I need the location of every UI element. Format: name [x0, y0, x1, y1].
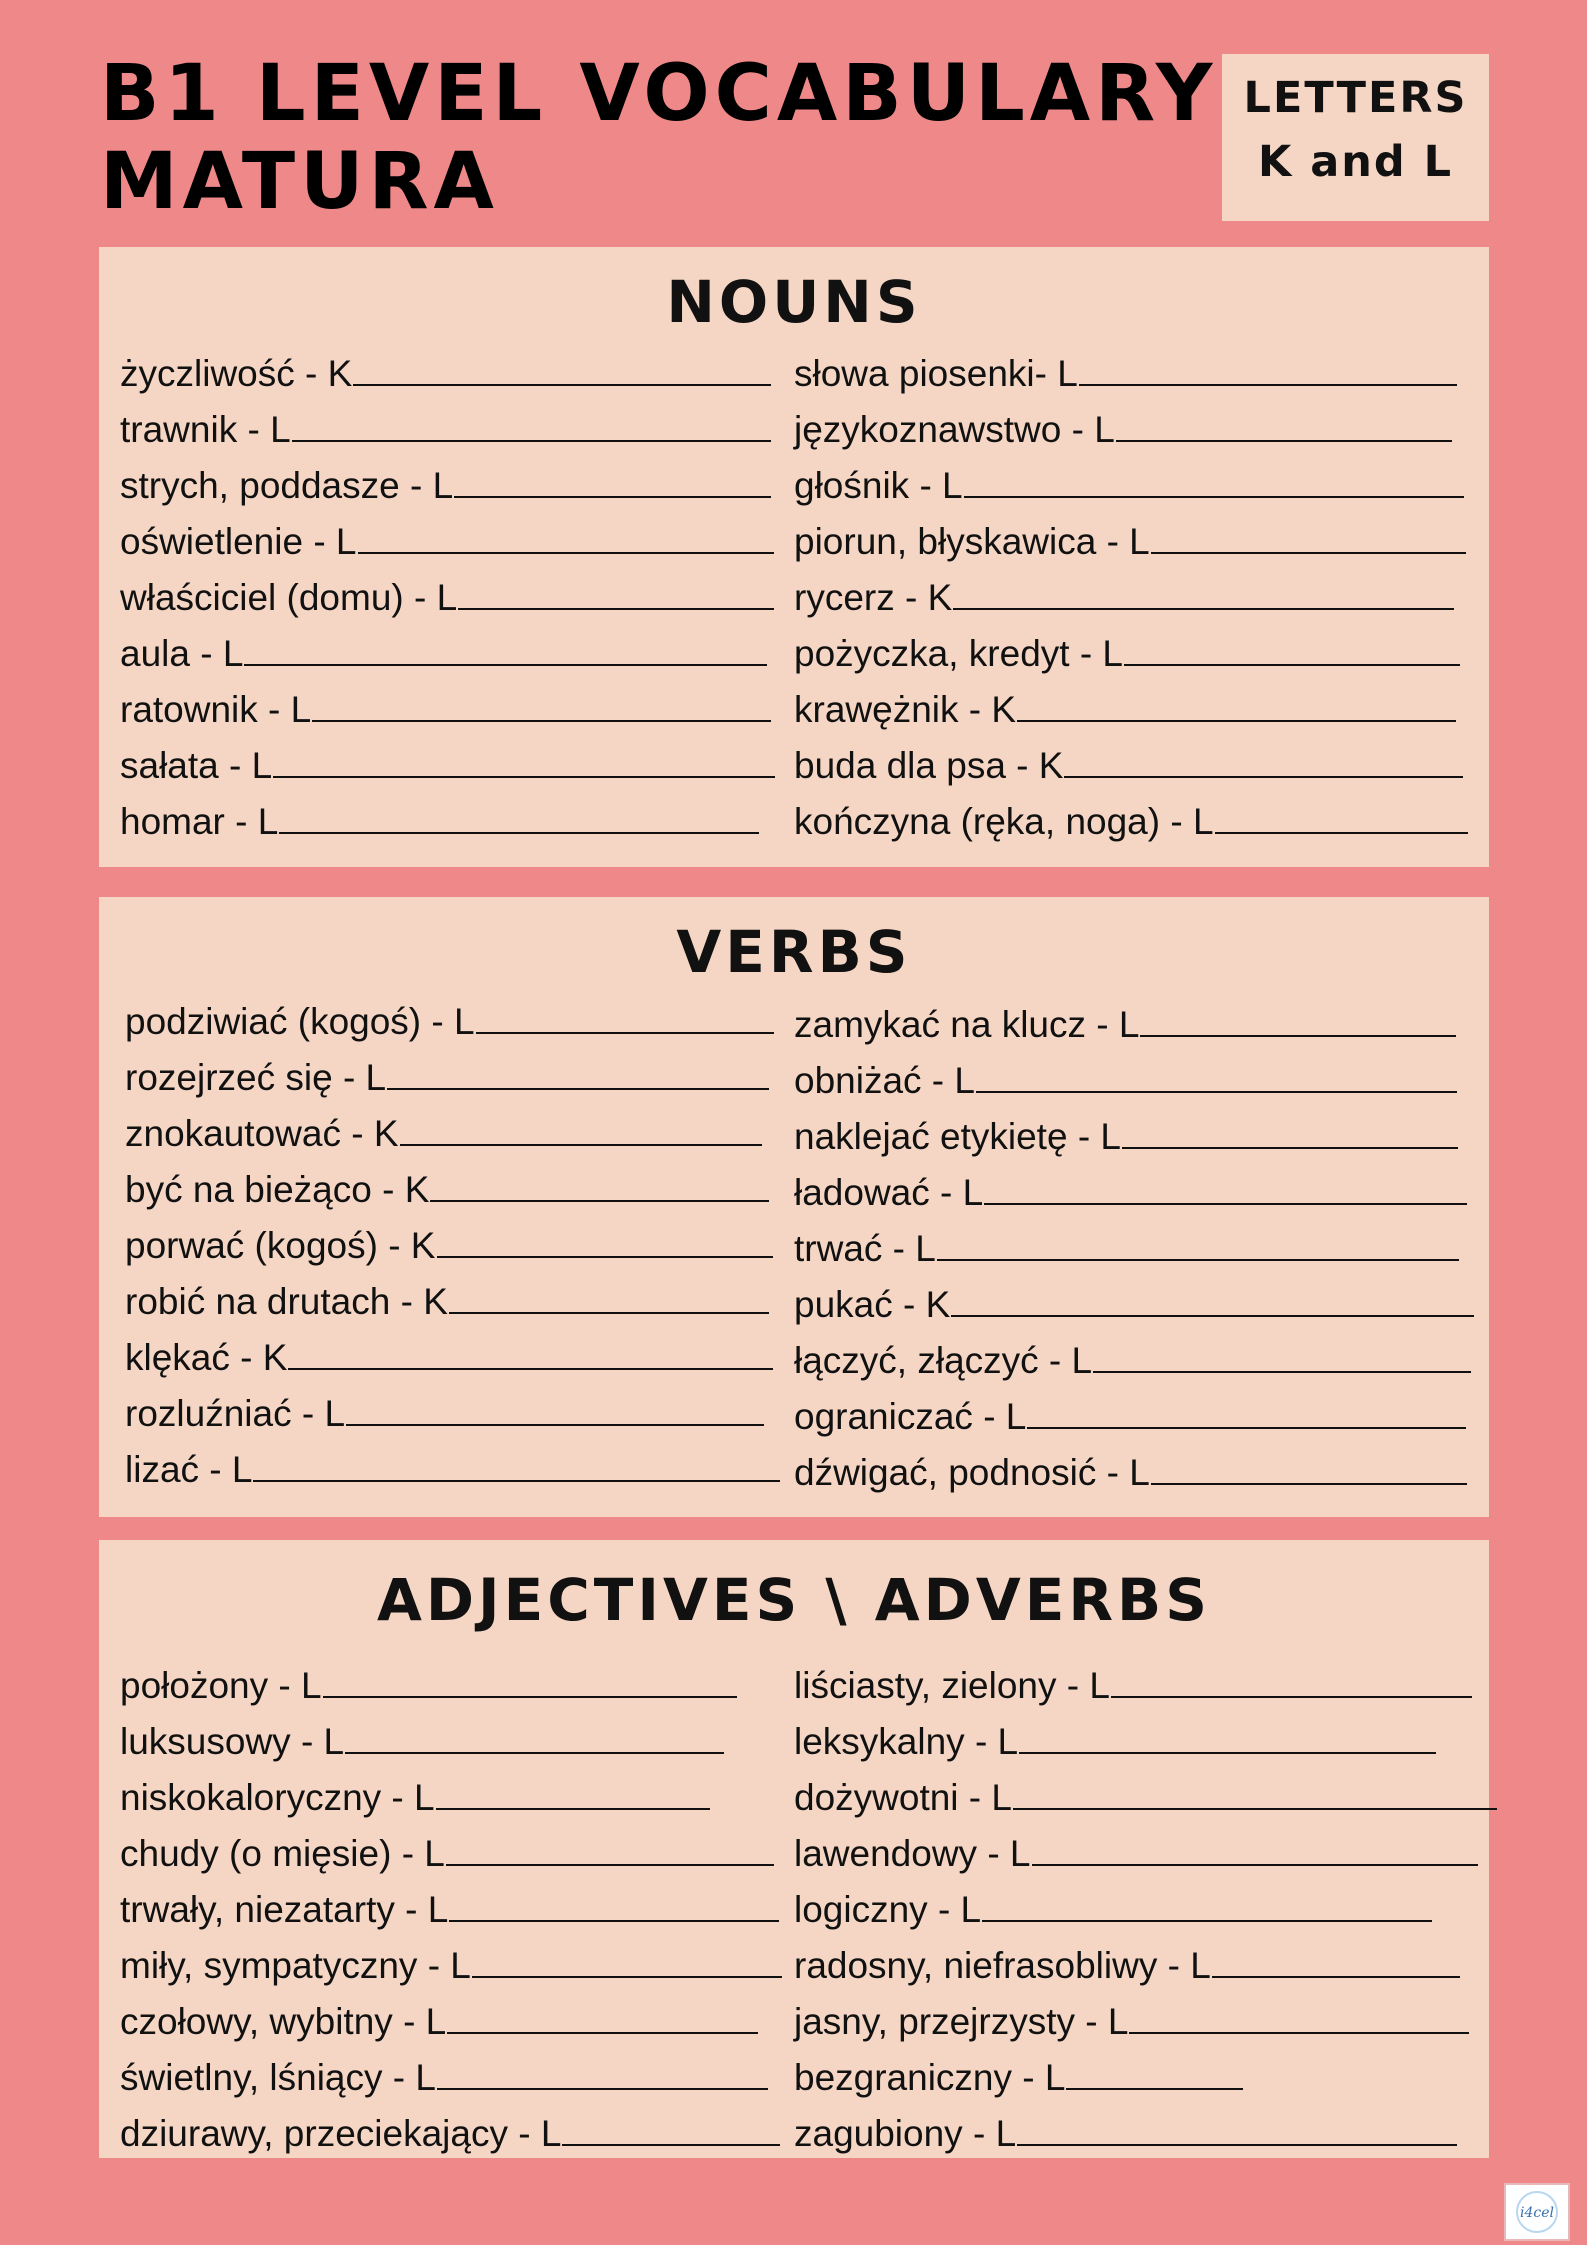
answer-blank: [1079, 354, 1457, 386]
answer-blank: [1111, 1666, 1472, 1698]
vocab-item: [794, 632, 1460, 676]
answer-blank: [1212, 1946, 1460, 1978]
vocab-item: [120, 352, 771, 396]
vocab-item: [794, 1283, 1474, 1327]
answer-blank: [1151, 522, 1466, 554]
vocab-item: [794, 744, 1463, 788]
answer-blank: [454, 466, 771, 498]
letters-badge: [1222, 54, 1489, 221]
vocab-item-label: niskokaloryczny - L: [120, 1777, 435, 1818]
vocab-item-label: łączyć, złączyć - L: [794, 1340, 1093, 1381]
answer-blank: [387, 1058, 769, 1090]
answer-blank: [447, 2002, 758, 2034]
answer-blank: [437, 2058, 768, 2090]
vocab-item-label: dożywotni - L: [794, 1777, 1012, 1818]
verbs-heading: VERBS: [676, 918, 912, 986]
answer-blank: [400, 1114, 762, 1146]
vocab-item: [794, 576, 1454, 620]
vocab-item-label: rozejrzeć się - L: [125, 1057, 387, 1098]
vocab-item-label: życzliwość - K: [120, 353, 353, 394]
answer-blank: [937, 1229, 1459, 1261]
answer-blank: [953, 578, 1454, 610]
vocab-item-label: miły, sympatyczny - L: [120, 1945, 471, 1986]
vocab-item-label: rycerz - K: [794, 577, 953, 618]
vocab-item-label: jasny, przejrzysty - L: [794, 2001, 1129, 2042]
vocab-item-label: porwać (kogoś) - K: [125, 1225, 436, 1266]
answer-blank: [253, 1450, 780, 1482]
vocab-item-label: położony - L: [120, 1665, 322, 1706]
vocab-item: [125, 1224, 773, 1268]
answer-blank: [1027, 1397, 1466, 1429]
nouns-section: [99, 247, 1489, 867]
vocab-item-label: językoznawstwo - L: [794, 409, 1115, 450]
vocab-item: [120, 520, 774, 564]
answer-blank: [1140, 1005, 1456, 1037]
answer-blank: [964, 466, 1464, 498]
answer-blank: [1129, 2002, 1469, 2034]
vocab-item-label: dziurawy, przeciekający - L: [120, 2113, 562, 2154]
vocab-item-label: luksusowy - L: [120, 1721, 345, 1762]
answer-blank: [449, 1282, 769, 1314]
vocab-item-label: liściasty, zielony - L: [794, 1665, 1110, 1706]
vocab-item: [794, 1171, 1467, 1215]
answer-blank: [430, 1170, 769, 1202]
answer-blank: [976, 1061, 1457, 1093]
vocab-item: [794, 2056, 1243, 2100]
adjectives-adverbs-heading: ADJECTIVES \ ADVERBS: [377, 1566, 1211, 1634]
answer-blank: [279, 802, 759, 834]
answer-blank: [458, 578, 774, 610]
vocab-item: [120, 1944, 782, 1988]
vocab-item: [794, 1944, 1460, 1988]
vocab-item: [120, 576, 774, 620]
vocab-item: [794, 408, 1452, 452]
vocab-item-label: ograniczać - L: [794, 1396, 1027, 1437]
vocab-item-label: świetlny, lśniący - L: [120, 2057, 436, 2098]
vocab-item-label: ładować - L: [794, 1172, 984, 1213]
vocab-item-label: buda dla psa - K: [794, 745, 1064, 786]
vocab-item: [794, 1664, 1472, 1708]
vocab-item-label: bezgraniczny - L: [794, 2057, 1066, 2098]
answer-blank: [353, 354, 771, 386]
vocab-item: [794, 800, 1468, 844]
vocab-item: [794, 1451, 1467, 1495]
vocab-item-label: naklejać etykietę - L: [794, 1116, 1122, 1157]
vocab-item-label: aula - L: [120, 633, 244, 674]
answer-blank: [449, 1890, 779, 1922]
answer-blank: [312, 690, 771, 722]
vocab-item-label: właściciel (domu) - L: [120, 577, 458, 618]
answer-blank: [358, 522, 774, 554]
vocab-item-label: sałata - L: [120, 745, 273, 786]
vocab-item: [794, 2000, 1469, 2044]
nouns-heading: NOUNS: [666, 268, 922, 336]
vocab-item: [794, 2112, 1457, 2156]
vocab-item-label: być na bieżąco - K: [125, 1169, 430, 1210]
answer-blank: [984, 1173, 1467, 1205]
answer-blank: [346, 1394, 764, 1426]
vocab-item-label: klękać - K: [125, 1337, 288, 1378]
page-title: [100, 49, 1218, 227]
page-title-line1: B1 LEVEL VOCABULARY: [100, 49, 1218, 139]
answer-blank: [1019, 1722, 1436, 1754]
vocab-item-label: robić na drutach - K: [125, 1281, 448, 1322]
vocab-item: [794, 1720, 1436, 1764]
vocab-item-label: znokautować - K: [125, 1113, 399, 1154]
answer-blank: [476, 1002, 774, 1034]
vocab-item-label: strych, poddasze - L: [120, 465, 454, 506]
vocab-item: [120, 1664, 737, 1708]
vocab-item-label: trwały, niezatarty - L: [120, 1889, 449, 1930]
vocab-item: [794, 688, 1456, 732]
vocab-item-label: krawężnik - K: [794, 689, 1017, 730]
vocab-item: [125, 1168, 769, 1212]
vocab-item: [120, 2000, 758, 2044]
vocab-item-label: piorun, błyskawica - L: [794, 521, 1150, 562]
vocab-item-label: kończyna (ręka, noga) - L: [794, 801, 1214, 842]
vocab-item-label: dźwigać, podnosić - L: [794, 1452, 1150, 1493]
vocab-item: [120, 744, 775, 788]
vocab-item: [120, 408, 771, 452]
vocab-item: [794, 1115, 1458, 1159]
page-title-line2: MATURA: [100, 137, 499, 227]
vocab-item: [125, 1448, 780, 1492]
answer-blank: [436, 1778, 710, 1810]
vocab-item: [120, 1888, 779, 1932]
answer-blank: [1151, 1453, 1467, 1485]
vocab-item: [794, 1059, 1457, 1103]
vocab-item: [125, 1112, 762, 1156]
letters-badge-line1: LETTERS: [1243, 73, 1468, 123]
answer-blank: [1017, 690, 1456, 722]
answer-blank: [446, 1834, 774, 1866]
answer-blank: [562, 2114, 780, 2146]
brand-logo-text: i4cel: [1520, 2205, 1554, 2221]
vocab-item: [120, 2112, 780, 2156]
vocab-item: [794, 1227, 1459, 1271]
vocab-item: [120, 1776, 710, 1820]
answer-blank: [1124, 634, 1460, 666]
vocab-item-label: podziwiać (kogoś) - L: [125, 1001, 475, 1042]
adjectives-adverbs-section: [99, 1540, 1489, 2158]
vocab-item: [120, 2056, 768, 2100]
vocab-item: [120, 800, 759, 844]
brand-logo: [1504, 2183, 1570, 2241]
vocab-item-label: leksykalny - L: [794, 1721, 1019, 1762]
answer-blank: [1064, 746, 1463, 778]
answer-blank: [292, 410, 771, 442]
answer-blank: [1013, 1778, 1497, 1810]
answer-blank: [288, 1338, 773, 1370]
vocab-item-label: słowa piosenki- L: [794, 353, 1078, 394]
vocab-item-label: trwać - L: [794, 1228, 936, 1269]
vocab-item: [794, 520, 1466, 564]
vocab-item-label: trawnik - L: [120, 409, 291, 450]
vocab-item-label: pukać - K: [794, 1284, 951, 1325]
vocab-item: [794, 1776, 1497, 1820]
vocab-item-label: głośnik - L: [794, 465, 963, 506]
answer-blank: [951, 1285, 1474, 1317]
vocab-item: [125, 1000, 774, 1044]
vocab-item: [794, 352, 1457, 396]
vocab-item: [794, 1003, 1456, 1047]
vocab-item: [794, 464, 1464, 508]
vocab-item: [120, 688, 771, 732]
vocab-item-label: lawendowy - L: [794, 1833, 1031, 1874]
vocab-item-label: pożyczka, kredyt - L: [794, 633, 1124, 674]
brand-logo-icon: [1510, 2189, 1564, 2235]
vocab-item: [120, 1832, 774, 1876]
vocab-item: [120, 632, 767, 676]
vocab-item: [125, 1336, 773, 1380]
vocab-item: [125, 1056, 769, 1100]
answer-blank: [1032, 1834, 1478, 1866]
vocab-item-label: ratownik - L: [120, 689, 312, 730]
vocab-item: [120, 464, 771, 508]
answer-blank: [437, 1226, 774, 1258]
vocab-item-label: chudy (o mięsie) - L: [120, 1833, 445, 1874]
answer-blank: [982, 1890, 1432, 1922]
vocab-item-label: lizać - L: [125, 1449, 253, 1490]
vocab-item-label: zamykać na klucz - L: [794, 1004, 1140, 1045]
vocab-item-label: zagubiony - L: [794, 2113, 1017, 2154]
vocab-item-label: homar - L: [120, 801, 279, 842]
vocab-item-label: czołowy, wybitny - L: [120, 2001, 447, 2042]
vocab-item: [794, 1832, 1478, 1876]
answer-blank: [1017, 2114, 1457, 2146]
answer-blank: [273, 746, 775, 778]
vocab-item-label: oświetlenie - L: [120, 521, 357, 562]
vocab-item: [125, 1280, 769, 1324]
answer-blank: [1215, 802, 1468, 834]
vocab-item: [120, 1720, 724, 1764]
vocab-item: [794, 1395, 1466, 1439]
vocab-item: [794, 1888, 1432, 1932]
vocab-item: [794, 1339, 1471, 1383]
answer-blank: [345, 1722, 724, 1754]
vocab-item-label: obniżać - L: [794, 1060, 975, 1101]
answer-blank: [323, 1666, 737, 1698]
vocab-item-label: logiczny - L: [794, 1889, 982, 1930]
answer-blank: [244, 634, 767, 666]
vocab-item-label: rozluźniać - L: [125, 1393, 346, 1434]
letters-badge-line2: K and L: [1257, 137, 1454, 187]
verbs-section: [99, 897, 1489, 1517]
vocab-item-label: radosny, niefrasobliwy - L: [794, 1945, 1211, 1986]
answer-blank: [1066, 2058, 1243, 2090]
answer-blank: [1122, 1117, 1458, 1149]
answer-blank: [1093, 1341, 1471, 1373]
vocab-item: [125, 1392, 764, 1436]
answer-blank: [1116, 410, 1452, 442]
answer-blank: [472, 1946, 782, 1978]
